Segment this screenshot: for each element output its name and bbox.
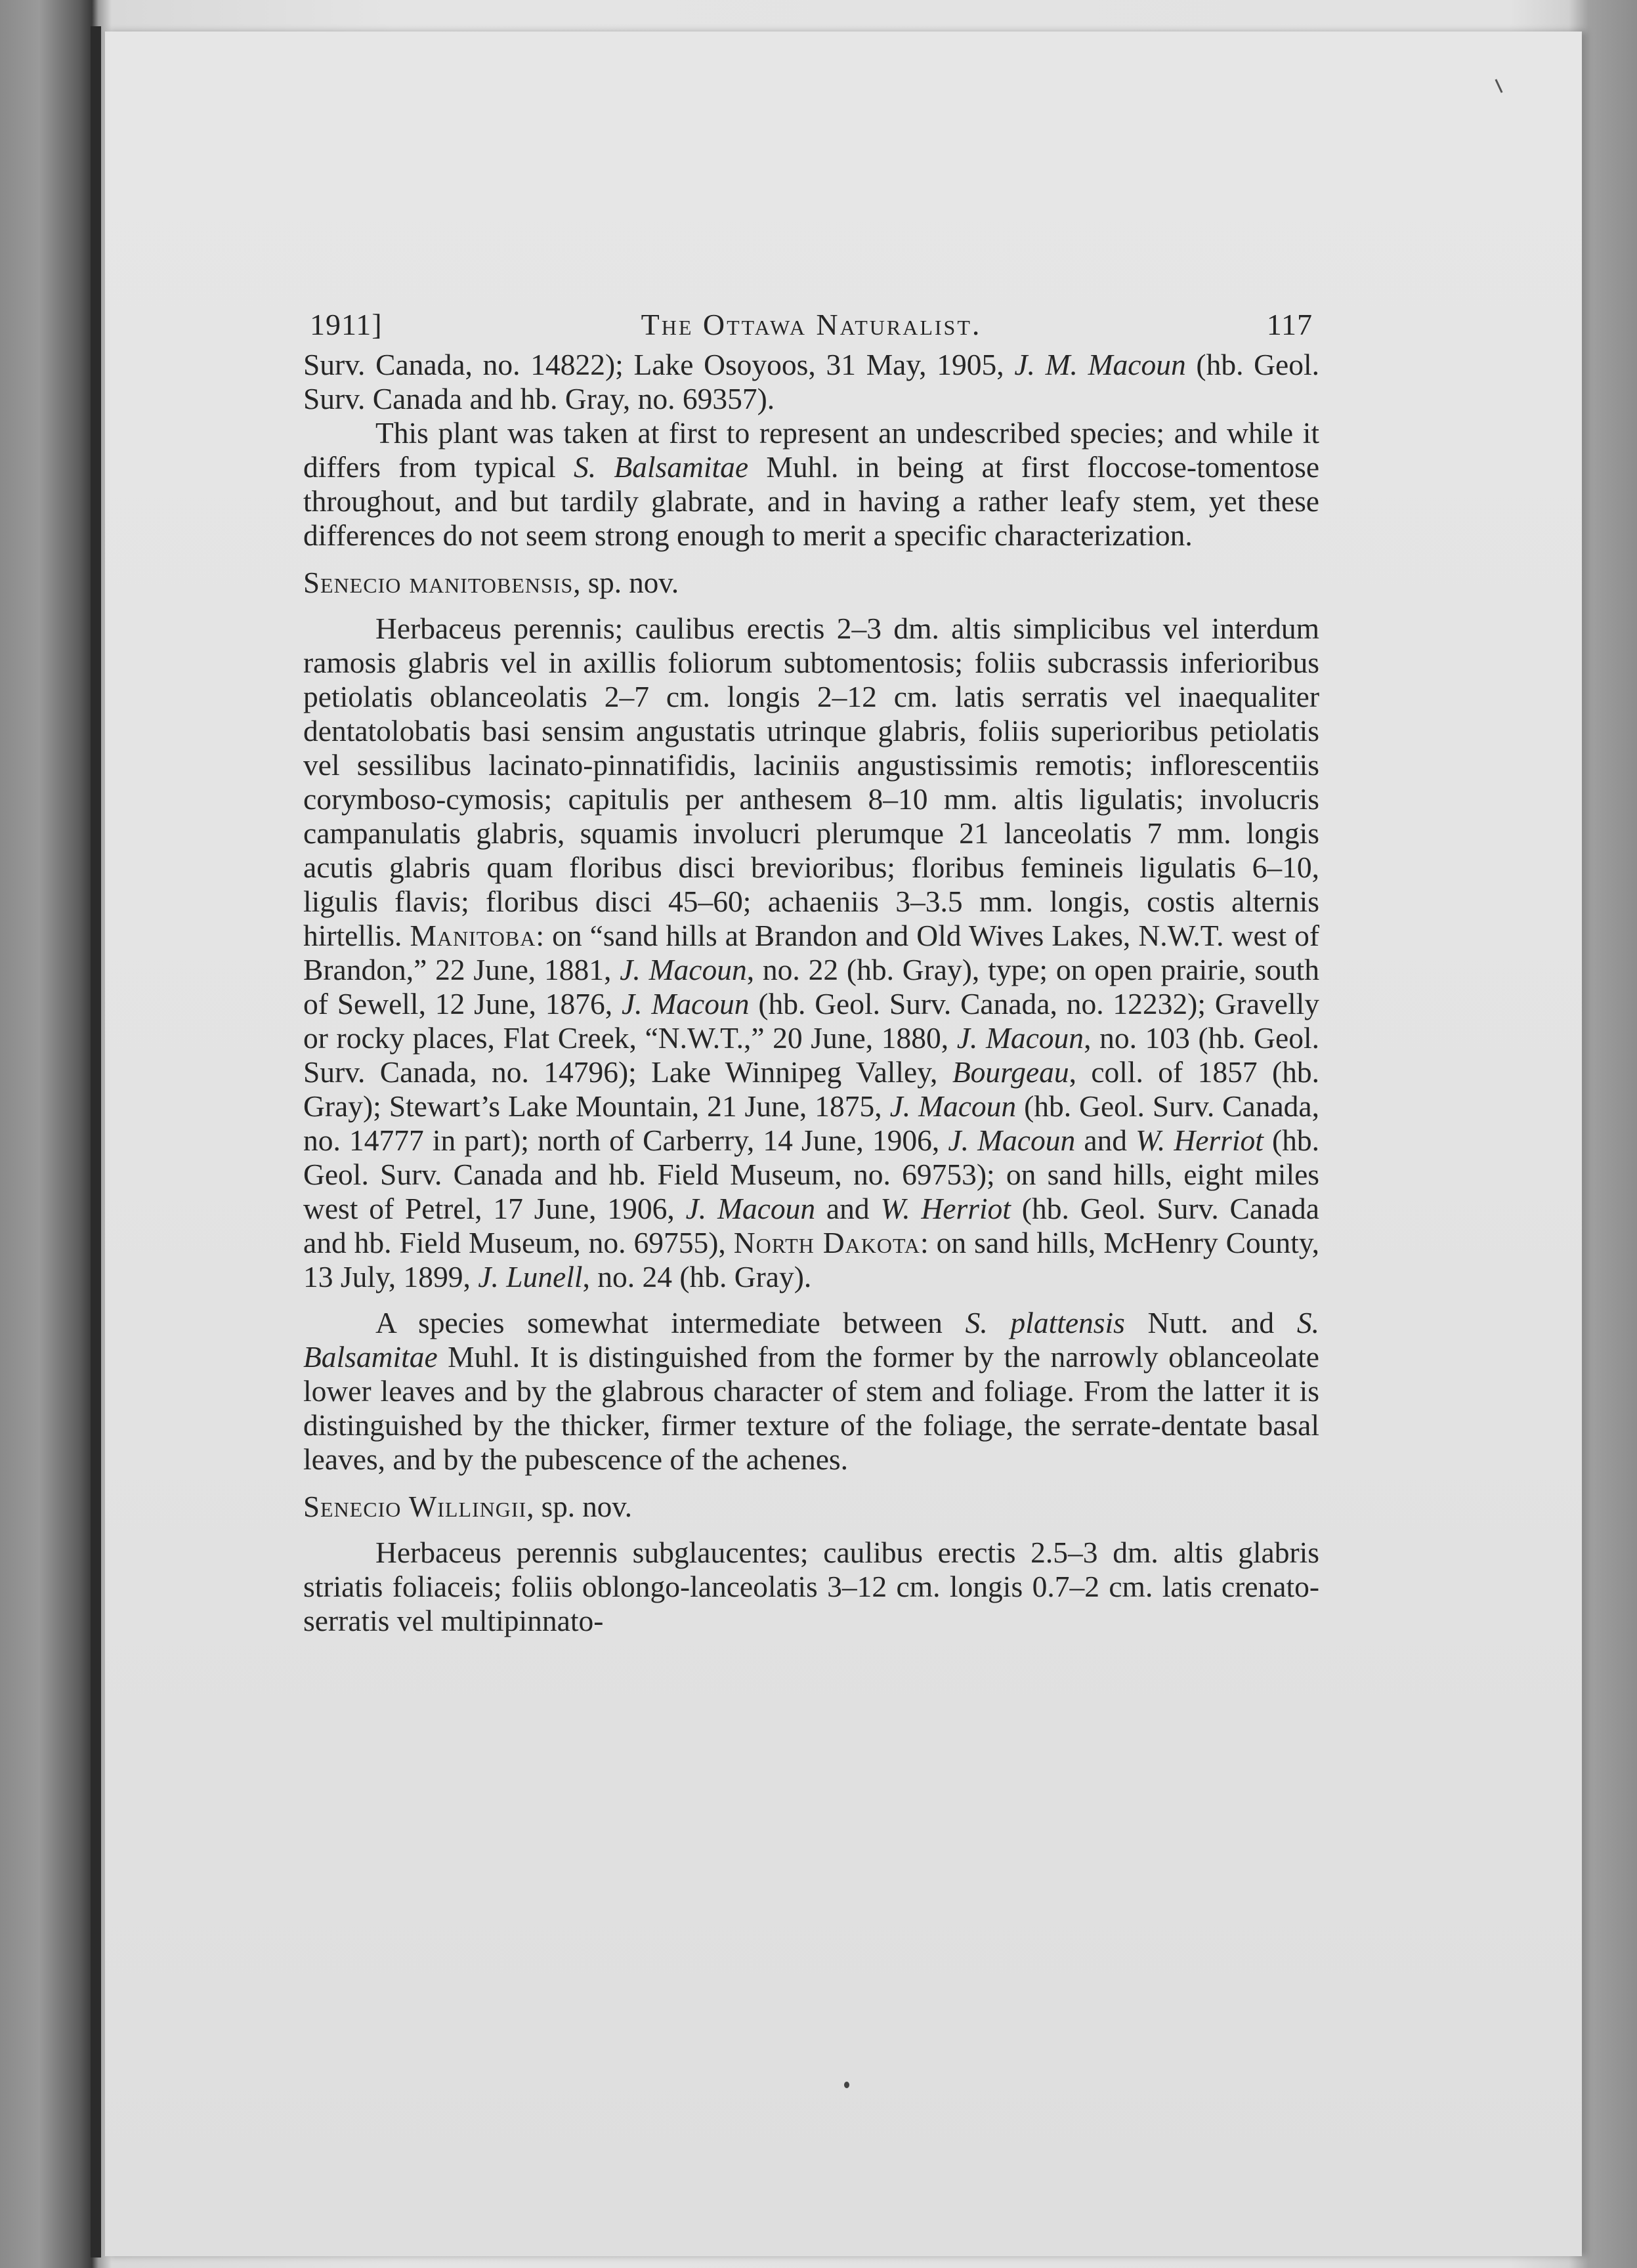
running-header <box>303 302 1319 348</box>
italic-text: S. Balsamitae <box>573 450 749 484</box>
italic-text: Bourgeau <box>952 1055 1069 1089</box>
paragraph-specimen-citations <box>303 348 1319 416</box>
binding-edge <box>91 26 101 2258</box>
text-run: , no. 103 (hb. Geol. Surv. Canada, no. 14796); Lake Winnipeg Valley, <box>303 1021 1319 1089</box>
text-run: (hb. Geol. Surv. Canada and hb. Field Museum, no. 69755), <box>303 1192 1319 1259</box>
text-run: Surv. Canada, no. 14822); Lake Osoyoos, 31 May, 1905, <box>303 348 1015 381</box>
text-run: (hb. Geol. Surv. Canada and hb. Gray, no. 69357). <box>303 348 1319 415</box>
italic-text: J. Macoun <box>948 1124 1076 1157</box>
text-run: , no. 24 (hb. Gray). <box>582 1260 812 1293</box>
italic-text: W. Herriot <box>1136 1124 1264 1157</box>
text-run: This plant was taken at first to represent an undescribed species; and while it differs from typical <box>303 416 1319 484</box>
species-name: Senecio manitobensis <box>303 566 574 599</box>
italic-text: J. Macoun <box>685 1192 816 1225</box>
species-suffix: , sp. nov. <box>573 566 679 599</box>
paragraph-plant-remarks <box>303 416 1319 553</box>
text-run: and <box>1075 1124 1136 1157</box>
text-run: (hb. Geol. Surv. Canada, no. 12232); Gravelly or rocky places, Flat Creek, “N.W.T.,” 20 June, 1880, <box>303 987 1319 1055</box>
species-heading-manitobensis <box>303 566 1319 600</box>
scan-mark <box>844 2082 849 2088</box>
text-run: : on “sand hills at Brandon and Old Wives Lakes, N.W.T. west of Brandon,” 22 June, 1881, <box>303 919 1319 986</box>
article-body <box>303 348 1319 1638</box>
paragraph-willingii-description <box>303 1536 1319 1638</box>
text-run: Nutt. and <box>1124 1306 1297 1339</box>
text-run: (hb. Geol. Surv. Canada, no. 14777 in part); north of Carberry, 14 June, 1906, <box>303 1089 1319 1157</box>
species-name: Senecio Willingii <box>303 1490 527 1523</box>
italic-text: S. plattensis <box>965 1306 1125 1339</box>
text-run: Muhl. in being at first floccose-tomentose throughout, and but tardily glabrate, and in having a rather leafy stem, yet these differences do not seem strong enough to merit a specific characterization. <box>303 450 1320 552</box>
italic-text: W. Herriot <box>880 1192 1011 1225</box>
italic-text: J. Macoun <box>621 987 750 1020</box>
text-run: Herbaceus perennis; caulibus erectis 2–3 dm. altis simplicibus vel interdum ramosis glabris vel in axillis foliorum subtomentosis; foliis subcrassis inferioribus petiolatis oblanceolatis 2–7 cm. longis 2–12 cm. latis serratis vel inaequaliter dentatolobatis basi sensim angustatis utrinque glabris, foliis superioribus petiolatis vel sessilibus lacinato-pinnatifidis, laciniis angustissimis remotis; inflorescentiis corymboso-cymosis; capitulis per anthesem 8–10 mm. altis ligulatis; involucris campanulatis glabris, squamis involucri plerumque 21 lanceolatis 7 mm. longis acutis glabris quam floribus disci brevioribus; floribus femineis ligulatis 6–10, ligulis flavis; floribus disci 45–60; achaeniis 3–3.5 mm. longis, costis alternis hirtellis. <box>303 612 1319 952</box>
italic-text: J. Macoun <box>620 953 747 986</box>
italic-text: J. Macoun <box>956 1021 1084 1055</box>
journal-title: The Ottawa Naturalist. <box>641 308 982 341</box>
page-number: 117 <box>1266 308 1313 341</box>
text-run: , no. 22 (hb. Gray), type; on open prairie, south of Sewell, 12 June, 1876, <box>303 953 1320 1020</box>
small-caps-locality: North Dakota <box>733 1226 921 1259</box>
header-year: 1911] <box>310 308 383 341</box>
paragraph-comparison <box>303 1306 1319 1477</box>
text-run: Herbaceus perennis subglaucentes; caulibus erectis 2.5–3 dm. altis glabris striatis foliaceis; foliis oblongo-lanceolatis 3–12 cm. longis 0.7–2 cm. latis crenato-serratis vel multipinnato- <box>303 1536 1319 1637</box>
paragraph-latin-description <box>303 612 1319 1294</box>
italic-text: J. M. Macoun <box>1014 348 1186 381</box>
text-run: , coll. of 1857 (hb. Gray); Stewart’s Lake Mountain, 21 June, 1875, <box>303 1055 1319 1123</box>
species-suffix: , sp. nov. <box>526 1490 633 1523</box>
species-heading-willingii <box>303 1490 1319 1524</box>
small-caps-locality: Manitoba <box>410 919 536 952</box>
page-content <box>303 302 1319 1638</box>
text-run: : on sand hills, McHenry County, 13 July, 1899, <box>303 1226 1319 1293</box>
text-run: (hb. Geol. Surv. Canada and hb. Field Museum, no. 69753); on sand hills, eight miles west of Petrel, 17 June, 1906, <box>303 1124 1320 1225</box>
scan-speck <box>1495 79 1502 93</box>
text-run: A species somewhat intermediate between <box>375 1306 966 1339</box>
italic-text: J. Macoun <box>889 1089 1017 1123</box>
text-run: and <box>815 1192 881 1225</box>
italic-text: S. Balsamitae <box>303 1306 1319 1374</box>
text-run: Muhl. It is distinguished from the former by the narrowly oblanceolate lower leaves and by the glabrous character of stem and foliage. From the latter it is distinguished by the thicker, firmer texture of the foliage, the serrate-dentate basal leaves, and by the pubescence of the achenes. <box>303 1340 1319 1476</box>
italic-text: J. Lunell <box>478 1260 583 1293</box>
